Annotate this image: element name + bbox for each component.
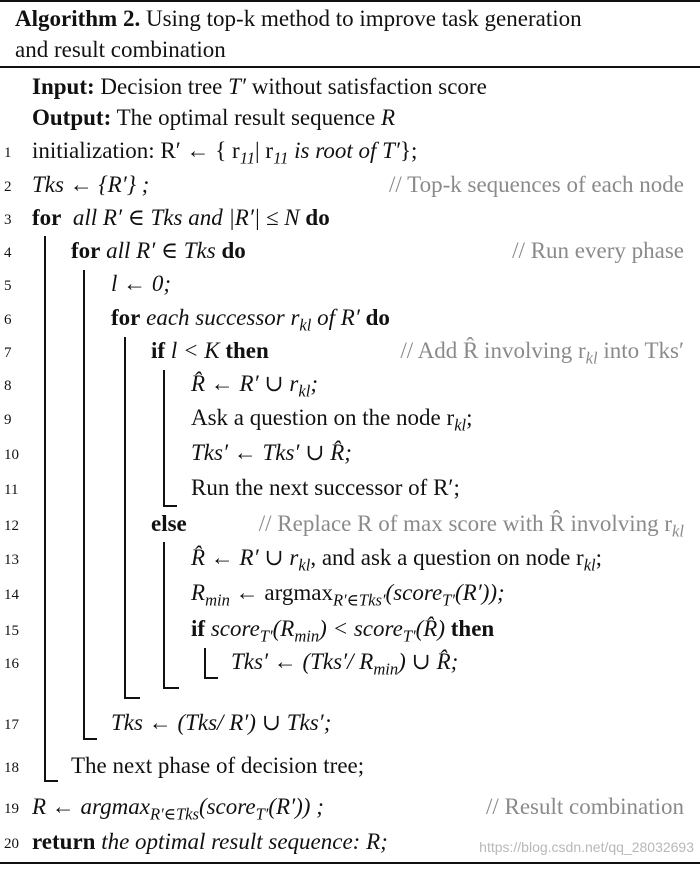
- block-end-for-phase: [83, 738, 97, 740]
- line-number: 14: [4, 587, 19, 603]
- code-line-1: initialization: R′ ← { $r_{11}|$ $r_{11}$ is root of T′};: [32, 138, 418, 168]
- code-line-13: R̂ ← R′ ∪ $r_{kl}$, and ask a question on node $r_{kl}$;: [191, 545, 603, 575]
- title-rule: [0, 66, 700, 68]
- keyword-else: else: [151, 511, 187, 536]
- output-label: Output:: [32, 105, 112, 130]
- top-rule: [0, 0, 700, 2]
- code-line-20: [32, 827, 388, 857]
- comment-line-2: // Top-k sequences of each node: [389, 172, 684, 197]
- block-bar-if-inner: [204, 648, 206, 678]
- code-text: Tks′ ← (Tks′/ R: [231, 649, 374, 674]
- block-end-if: [163, 505, 177, 507]
- code-text: ) ∪ R̂;: [398, 649, 459, 674]
- block-end-else: [163, 687, 179, 689]
- comment-text: // Add R̂ involving r: [400, 338, 586, 363]
- code-text: (R: [272, 616, 295, 641]
- code-text: of R′: [311, 305, 360, 330]
- keyword-for: for: [32, 205, 62, 230]
- comment-text: into Tks′: [597, 338, 684, 363]
- code-text: R: [191, 580, 206, 605]
- code-text: R̂ ← R′ ∪ r: [191, 371, 299, 396]
- block-bar-else: [163, 542, 165, 688]
- keyword-then: then: [450, 616, 495, 641]
- code-line-8: R̂ ← R′ ∪ $r_{kl}$;: [191, 371, 318, 401]
- line-number: 18: [4, 760, 19, 776]
- line-number: 1: [4, 145, 12, 161]
- code-text: (score: [198, 794, 256, 819]
- block-end-if-inner: [204, 677, 218, 679]
- keyword-do: do: [365, 305, 390, 330]
- code-line-12: [151, 509, 187, 539]
- line-number: 16: [4, 656, 19, 672]
- keyword-do: do: [305, 205, 330, 230]
- block-bar-for-outer: [44, 236, 46, 781]
- code-text: (R′)) ;: [268, 794, 324, 819]
- keyword-return: return: [32, 829, 96, 854]
- code-text: R̂ ← R′ ∪ r: [191, 545, 299, 570]
- code-line-15: if $score_{T'}(R_{min})$ < score$_{T'}$(R̂) then: [191, 616, 495, 646]
- code-text: R ← argmax: [32, 794, 150, 819]
- code-line-19: R ← argmax$_{R'\in Tks}$(score$_{T'}$(R′)) ;: [32, 794, 324, 824]
- line-number: 15: [4, 623, 19, 639]
- line-number: 2: [4, 179, 12, 195]
- comment-sub: kl: [585, 348, 598, 368]
- code-line-5: [111, 269, 171, 299]
- code-text: the optimal result sequence: R;: [95, 829, 388, 854]
- line-number: 5: [4, 278, 12, 294]
- watermark: https://blog.csdn.net/qq_28032693: [479, 839, 694, 855]
- comment-line-7: [400, 336, 684, 374]
- algorithm-title-text-2: and result combination: [15, 37, 226, 62]
- line-number: 8: [4, 378, 12, 394]
- comment-line-4: // Run every phase: [512, 238, 684, 263]
- line-number: 20: [4, 836, 19, 852]
- line-number: 3: [4, 212, 12, 228]
- line-number: 6: [4, 312, 12, 328]
- block-bar-if: [163, 370, 165, 506]
- keyword-do: do: [221, 238, 246, 263]
- code-line-4: [71, 236, 246, 266]
- code-line-16: Tks′ ← (Tks′/ $R_{min}$) ∪ R̂;: [231, 649, 459, 679]
- comment-text: // Replace R of max score with R̂ involving r: [258, 511, 673, 536]
- code-line-17: [111, 708, 331, 738]
- code-text: (R′));: [455, 580, 505, 605]
- code-text: Ask a question on the node r: [191, 405, 455, 430]
- algorithm-title-text: Using top-k method to improve task generation: [140, 6, 582, 31]
- code-text: Tks′ ← Tks′ ∪ R̂;: [191, 440, 352, 465]
- line-number: 13: [4, 552, 19, 568]
- code-line-7: [151, 336, 269, 366]
- comment-line-19: // Result combination: [485, 794, 684, 819]
- line-number: 11: [4, 482, 19, 498]
- line-number: 17: [4, 717, 19, 733]
- line-number: 10: [4, 447, 19, 463]
- code-text: Tks ← {R′} ;: [32, 172, 150, 197]
- code-text: Tks ← (Tks/ R′) ∪ Tks′;: [111, 710, 332, 735]
- algorithm-title-line-1: [15, 4, 582, 34]
- code-line-6: for each successor $r_{kl}$ of R′ do: [111, 305, 390, 335]
- code-text: The next phase of decision tree;: [71, 753, 365, 778]
- output-line: [32, 103, 395, 133]
- line-number: 19: [4, 801, 19, 817]
- code-line-18: [71, 751, 364, 781]
- input-var: T′: [228, 74, 246, 99]
- code-text: , and ask a question on node r: [310, 545, 584, 570]
- line-number: 4: [4, 245, 12, 261]
- input-line: [32, 72, 487, 102]
- code-text: ) < score: [319, 616, 403, 641]
- keyword-if: if: [191, 616, 206, 641]
- block-bar-for-successor: [124, 337, 126, 698]
- comment-line-12: [259, 509, 684, 547]
- code-text: each successor r: [146, 305, 300, 330]
- keyword-then: then: [225, 338, 269, 363]
- code-text: l < K: [170, 338, 220, 363]
- code-line-2: [32, 170, 149, 200]
- code-text: Run the next successor of R′;: [191, 475, 460, 500]
- code-line-14: $R_{min}$ ← argmax$_{R'\in Tks'}$(score$_{T'}$(R′));: [191, 580, 505, 610]
- line-number: 7: [4, 345, 12, 361]
- input-text-2: without satisfaction score: [245, 74, 487, 99]
- code-line-10: [191, 438, 352, 468]
- output-var: R: [381, 105, 396, 130]
- input-label: Input:: [32, 74, 95, 99]
- input-text: Decision tree: [100, 74, 229, 99]
- algorithm-title-line-2: [15, 35, 226, 65]
- block-end-for-successor: [124, 697, 140, 699]
- block-end-for-outer: [44, 780, 58, 782]
- code-line-9: Ask a question on the node $r_{kl}$;: [191, 405, 473, 435]
- code-line-3: [32, 203, 330, 233]
- keyword-for: for: [71, 238, 101, 263]
- code-text: initialization: R′ ← { r: [32, 138, 240, 163]
- code-text: (score: [385, 580, 443, 605]
- output-text: The optimal result sequence: [116, 105, 382, 130]
- comment-sub: kl: [672, 521, 684, 541]
- code-text: ← argmax: [229, 580, 333, 605]
- code-text: all R′ ∈ Tks and |R′| ≤ N: [72, 205, 300, 230]
- code-line-11: [191, 473, 460, 503]
- code-text: score: [210, 616, 260, 641]
- code-text: l ← 0;: [111, 271, 172, 296]
- code-text: all R′ ∈ Tks: [106, 238, 216, 263]
- keyword-if: if: [151, 338, 166, 363]
- bottom-rule: [0, 862, 700, 864]
- algorithm-label: Algorithm 2.: [15, 6, 141, 31]
- keyword-for: for: [111, 305, 141, 330]
- code-text: (R̂): [415, 616, 446, 641]
- block-bar-for-phase: [83, 270, 85, 739]
- line-number: 9: [4, 412, 12, 428]
- line-number: 12: [4, 518, 19, 534]
